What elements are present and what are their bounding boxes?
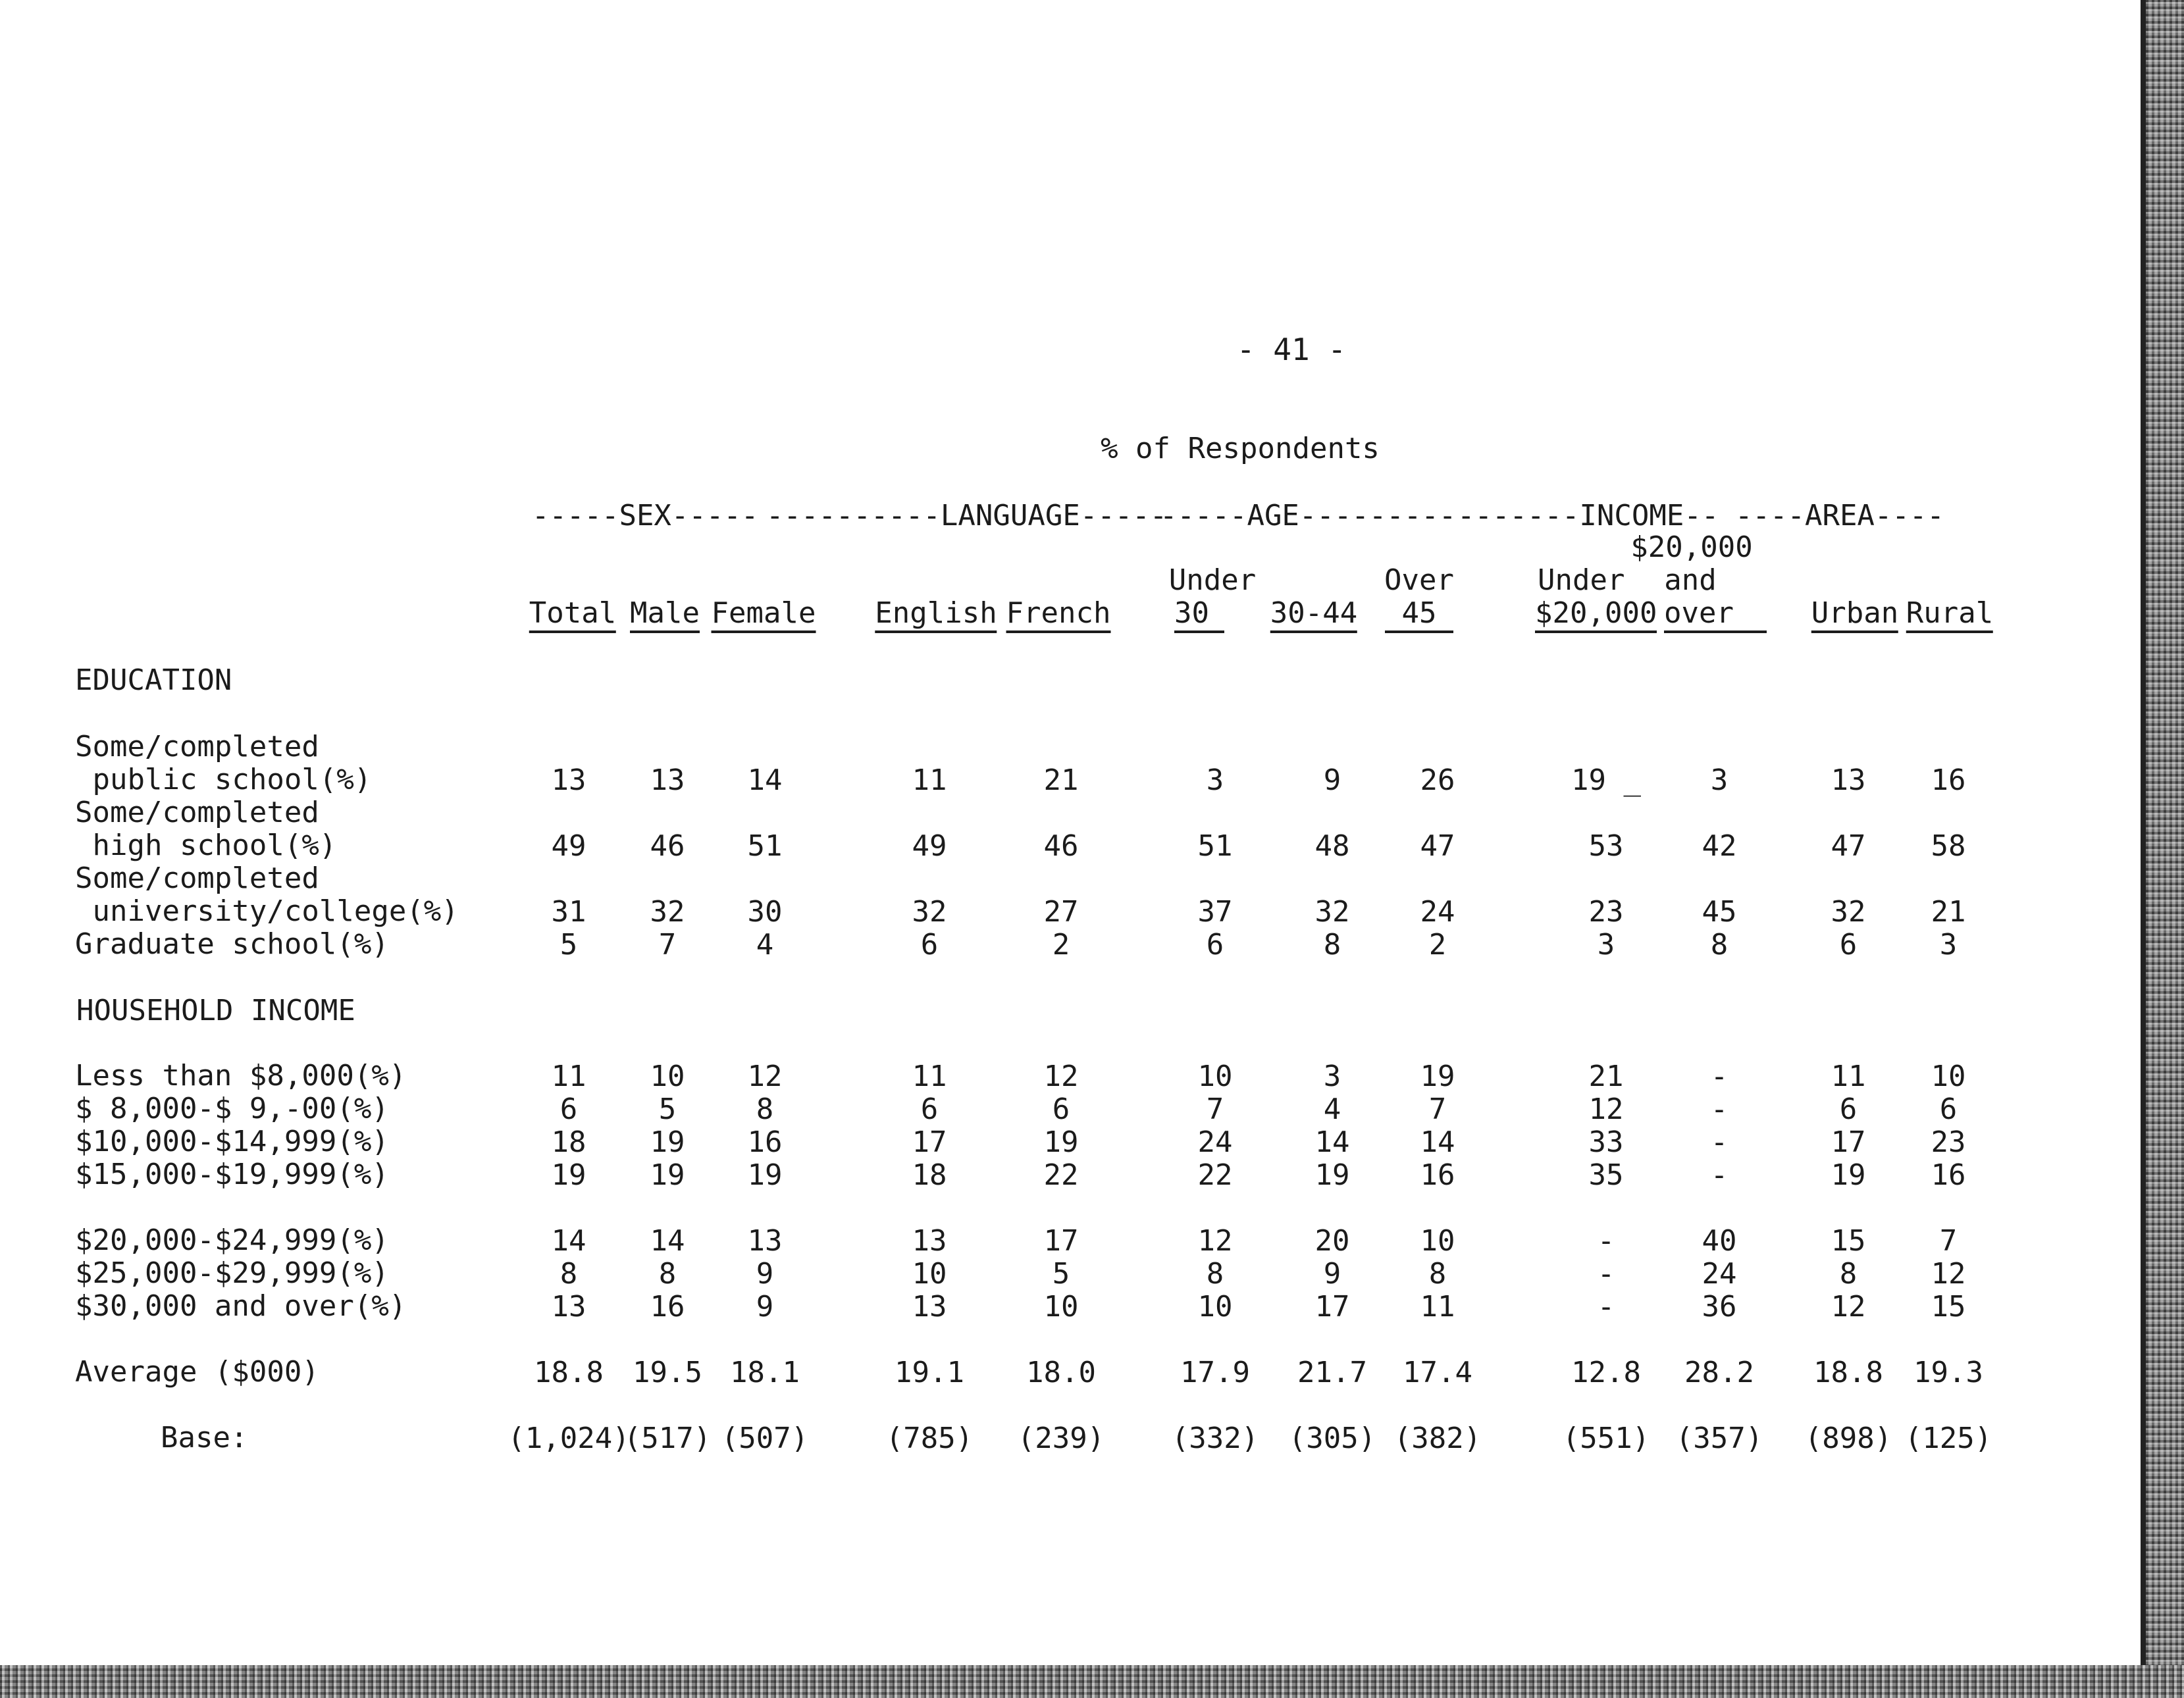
table-cell: 16: [747, 1125, 783, 1159]
table-cell: 19: [650, 1125, 685, 1159]
table-cell: 9: [756, 1257, 774, 1291]
table-cell: 28.2: [1684, 1356, 1754, 1389]
table-cell: 32: [912, 895, 947, 929]
table-cell: 24: [1197, 1125, 1233, 1159]
table-cell: -: [1597, 1290, 1615, 1324]
table-cell: 46: [1043, 829, 1079, 863]
table-cell: (898): [1804, 1422, 1892, 1455]
table-cell: 13: [551, 763, 586, 797]
row-label-average: Average ($000): [75, 1355, 319, 1389]
table-cell: 19: [551, 1158, 586, 1192]
table-cell: 51: [747, 829, 783, 863]
table-cell: 23: [1588, 895, 1624, 929]
table-cell: 6: [1839, 928, 1858, 962]
table-cell: 13: [551, 1290, 586, 1324]
table-cell: 12: [1588, 1093, 1624, 1126]
table-cell: 7: [1939, 1224, 1958, 1258]
table-cell: -: [1597, 1257, 1615, 1291]
table-cell: 11: [912, 1060, 947, 1093]
section-heading-education: EDUCATION: [75, 663, 232, 697]
group-header-sex: -----SEX-----: [532, 499, 759, 532]
table-cell: 51: [1197, 829, 1233, 863]
table-caption: % of Respondents: [1101, 432, 1380, 465]
row-label-10000-14999: $10,000-$14,999(%): [75, 1125, 389, 1158]
table-cell: 36: [1702, 1290, 1737, 1324]
table-cell: -: [1710, 1093, 1729, 1126]
col-header-male: Male: [630, 599, 700, 633]
table-cell: 23: [1931, 1125, 1966, 1159]
table-cell: 3: [1597, 928, 1615, 962]
table-cell: 6: [920, 928, 939, 962]
col-header-over20k-line2: and: [1664, 563, 1717, 597]
table-cell: 10: [1931, 1060, 1966, 1093]
table-cell: 13: [912, 1224, 947, 1258]
table-cell: 24: [1420, 895, 1455, 929]
table-cell: 35: [1588, 1158, 1624, 1192]
table-cell: 21: [1588, 1060, 1624, 1093]
table-cell: 13: [912, 1290, 947, 1324]
table-cell: 18.8: [534, 1356, 604, 1389]
table-cell: 18.1: [730, 1356, 800, 1389]
table-cell: 18.8: [1813, 1356, 1883, 1389]
table-cell: 18: [551, 1125, 586, 1159]
table-cell: 12: [1197, 1224, 1233, 1258]
table-cell: 14: [1314, 1125, 1350, 1159]
table-cell: 2: [1052, 928, 1070, 962]
table-cell: 19: [1043, 1125, 1079, 1159]
table-cell: 8: [1428, 1257, 1447, 1291]
col-header-over20k-line3: over: [1664, 599, 1767, 633]
table-cell: 5: [1052, 1257, 1070, 1291]
table-cell: 12: [1831, 1290, 1866, 1324]
table-cell: 17: [912, 1125, 947, 1159]
table-cell: 13: [747, 1224, 783, 1258]
row-label-20000-24999: $20,000-$24,999(%): [75, 1223, 389, 1257]
col-header-over45-top: Over: [1384, 563, 1454, 597]
section-heading-household-income: HOUSEHOLD INCOME: [76, 994, 355, 1027]
table-cell: 16: [1931, 1158, 1966, 1192]
table-cell: 19.1: [895, 1356, 964, 1389]
row-label-15000-19999: $15,000-$19,999(%): [75, 1158, 389, 1191]
table-cell: 32: [650, 895, 685, 929]
table-cell: 17.4: [1403, 1356, 1472, 1389]
table-cell: (125): [1904, 1422, 1992, 1455]
table-cell: 14: [747, 763, 783, 797]
table-cell: 17.9: [1180, 1356, 1250, 1389]
table-cell: 31: [551, 895, 586, 929]
row-label-university-college: Some/completed university/college(%): [75, 862, 459, 928]
col-header-urban: Urban: [1811, 599, 1898, 633]
table-cell: 9: [1323, 763, 1341, 797]
table-cell: 17: [1043, 1224, 1079, 1258]
row-label-high-school: Some/completed high school(%): [75, 796, 337, 862]
table-cell: 49: [551, 829, 586, 863]
table-cell: 8: [1206, 1257, 1224, 1291]
table-cell: 21.7: [1297, 1356, 1367, 1389]
table-cell: 21: [1931, 895, 1966, 929]
table-cell: 17: [1831, 1125, 1866, 1159]
group-header-language: ----------LANGUAGE-----: [766, 499, 1168, 532]
table-cell: 5: [658, 1093, 677, 1126]
table-cell: 18.0: [1026, 1356, 1096, 1389]
table-cell: 7: [1428, 1093, 1447, 1126]
table-cell: (517): [623, 1422, 712, 1455]
table-cell: 3: [1939, 928, 1958, 962]
table-cell: 26: [1420, 763, 1455, 797]
table-cell: 19: [1314, 1158, 1350, 1192]
table-cell: 5: [559, 928, 578, 962]
table-cell: 3: [1323, 1060, 1341, 1093]
table-cell: 11: [912, 763, 947, 797]
row-label-graduate-school: Graduate school(%): [75, 927, 389, 961]
table-cell: 13: [1831, 763, 1866, 797]
table-cell: -: [1597, 1224, 1615, 1258]
row-label-25000-29999: $25,000-$29,999(%): [75, 1256, 389, 1290]
table-cell: (507): [721, 1422, 809, 1455]
table-cell: 47: [1420, 829, 1455, 863]
table-cell: 8: [756, 1093, 774, 1126]
table-cell: 37: [1197, 895, 1233, 929]
table-cell: 24: [1702, 1257, 1737, 1291]
col-header-under30-bottom: 30: [1174, 599, 1224, 633]
table-cell: 8: [1323, 928, 1341, 962]
table-cell: 14: [650, 1224, 685, 1258]
row-label-public-school: Some/completed public school(%): [75, 730, 372, 796]
table-cell: 4: [756, 928, 774, 962]
table-cell: 33: [1588, 1125, 1624, 1159]
col-header-total: Total: [529, 599, 616, 633]
table-cell: 3: [1206, 763, 1224, 797]
table-cell: 19.5: [633, 1356, 702, 1389]
table-cell: 46: [650, 829, 685, 863]
table-cell: 11: [1831, 1060, 1866, 1093]
table-cell: (785): [885, 1422, 974, 1455]
table-cell: 12: [1043, 1060, 1079, 1093]
group-header-age: -----AGE---------: [1160, 499, 1457, 532]
table-cell: 10: [912, 1257, 947, 1291]
table-cell: 14: [551, 1224, 586, 1258]
table-cell: 18: [912, 1158, 947, 1192]
table-cell: 11: [551, 1060, 586, 1093]
scan-edge-right: [2146, 0, 2184, 1698]
table-cell: 8: [1710, 928, 1729, 962]
table-cell: 13: [650, 763, 685, 797]
table-cell: 40: [1702, 1224, 1737, 1258]
table-cell: 27: [1043, 895, 1079, 929]
table-cell: 11: [1420, 1290, 1455, 1324]
table-cell: 8: [1839, 1257, 1858, 1291]
table-cell: 6: [1839, 1093, 1858, 1126]
row-label-8000-9000: $ 8,000-$ 9,-00(%): [75, 1092, 389, 1125]
table-cell: 10: [1043, 1290, 1079, 1324]
table-cell: 16: [650, 1290, 685, 1324]
table-cell: 19.3: [1913, 1356, 1983, 1389]
row-label-less-than-8000: Less than $8,000(%): [75, 1059, 407, 1093]
table-cell: 15: [1831, 1224, 1866, 1258]
col-header-rural: Rural: [1906, 599, 1993, 633]
group-header-area: ----AREA----: [1735, 499, 1944, 532]
table-cell: 48: [1314, 829, 1350, 863]
table-cell: 45: [1702, 895, 1737, 929]
table-cell: 10: [1197, 1060, 1233, 1093]
col-header-over20k-line1: $20,000: [1630, 530, 1753, 564]
table-cell: 10: [1197, 1290, 1233, 1324]
table-cell: 16: [1420, 1158, 1455, 1192]
table-cell: -: [1710, 1060, 1729, 1093]
table-cell: 12: [747, 1060, 783, 1093]
table-cell: 30: [747, 895, 783, 929]
table-cell: 22: [1043, 1158, 1079, 1192]
table-cell: 20: [1314, 1224, 1350, 1258]
table-cell: 6: [920, 1093, 939, 1126]
table-cell: (1,024): [507, 1422, 630, 1455]
table-cell: 19: [747, 1158, 783, 1192]
row-label-30000-and-over: $30,000 and over(%): [75, 1289, 407, 1323]
table-cell: (357): [1675, 1422, 1763, 1455]
table-cell: 49: [912, 829, 947, 863]
table-cell: 32: [1831, 895, 1866, 929]
table-cell: -: [1710, 1158, 1729, 1192]
table-cell: 8: [559, 1257, 578, 1291]
col-header-under20k-bottom: $20,000: [1535, 599, 1657, 633]
row-label-base: Base:: [161, 1421, 248, 1454]
table-cell: 12: [1931, 1257, 1966, 1291]
table-cell: -: [1710, 1125, 1729, 1159]
table-cell: (382): [1393, 1422, 1482, 1455]
table-cell: 47: [1831, 829, 1866, 863]
col-header-30-44: 30-44: [1270, 599, 1357, 633]
table-cell: 8: [658, 1257, 677, 1291]
table-cell: 12.8: [1571, 1356, 1641, 1389]
table-cell: 7: [658, 928, 677, 962]
table-cell: 58: [1931, 829, 1966, 863]
table-cell: 6: [559, 1093, 578, 1126]
table-cell: 19: [1420, 1060, 1455, 1093]
page-number: - 41 -: [1236, 332, 1347, 367]
table-cell: (332): [1171, 1422, 1259, 1455]
table-cell: 15: [1931, 1290, 1966, 1324]
table-cell: 19: [650, 1158, 685, 1192]
col-header-over45-bottom: 45: [1385, 599, 1453, 633]
scan-edge-shadow: [2141, 0, 2146, 1698]
table-cell: 10: [1420, 1224, 1455, 1258]
table-cell: 17: [1314, 1290, 1350, 1324]
col-header-female: Female: [712, 599, 816, 633]
table-cell: 19 _: [1571, 763, 1641, 797]
table-cell: 2: [1428, 928, 1447, 962]
scan-edge-bottom: [0, 1665, 2184, 1698]
group-header-income: -------INCOME--: [1457, 499, 1719, 532]
table-cell: (239): [1017, 1422, 1105, 1455]
table-cell: 6: [1206, 928, 1224, 962]
table-cell: 10: [650, 1060, 685, 1093]
table-cell: 14: [1420, 1125, 1455, 1159]
table-cell: 16: [1931, 763, 1966, 797]
col-header-french: French: [1006, 599, 1111, 633]
table-cell: 53: [1588, 829, 1624, 863]
table-cell: 22: [1197, 1158, 1233, 1192]
table-cell: 19: [1831, 1158, 1866, 1192]
table-cell: 4: [1323, 1093, 1341, 1126]
table-cell: 42: [1702, 829, 1737, 863]
table-cell: (305): [1288, 1422, 1376, 1455]
table-cell: 9: [756, 1290, 774, 1324]
table-cell: (551): [1562, 1422, 1650, 1455]
table-cell: 21: [1043, 763, 1079, 797]
col-header-under20k-top: Under: [1538, 563, 1625, 597]
table-cell: 32: [1314, 895, 1350, 929]
table-cell: 7: [1206, 1093, 1224, 1126]
table-cell: 6: [1939, 1093, 1958, 1126]
table-cell: 9: [1323, 1257, 1341, 1291]
col-header-under30-top: Under: [1168, 563, 1257, 597]
table-cell: 6: [1052, 1093, 1070, 1126]
col-header-english: English: [875, 599, 997, 633]
table-cell: 3: [1710, 763, 1729, 797]
